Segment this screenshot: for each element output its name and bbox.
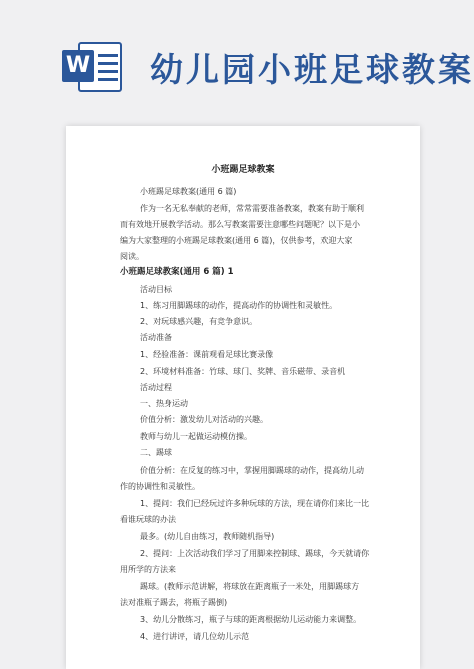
doc-line: 活动目标 xyxy=(140,285,172,294)
doc-line: 1、练习用脚踢球的动作，提高动作的协调性和灵敏性。 xyxy=(140,301,338,310)
word-document-icon xyxy=(62,38,124,96)
doc-line: 1、经验准备：课前观看足球比赛录像 xyxy=(140,350,274,359)
doc-line: 2、对玩球感兴趣，有竞争意识。 xyxy=(140,317,258,326)
doc-line: 活动过程 xyxy=(140,383,172,392)
doc-line: 小班踢足球教案(通用 6 篇) xyxy=(140,187,237,196)
doc-line: 用所学的方法来 xyxy=(120,565,176,574)
section-heading: 小班踢足球教案(通用 6 篇) 1 xyxy=(120,267,234,277)
doc-line: 二、踢球 xyxy=(140,448,172,457)
page-title: 幼儿园小班足球教案 xyxy=(150,50,474,89)
document-title: 小班踢足球教案 xyxy=(211,165,275,175)
doc-line: 一、热身运动 xyxy=(140,399,188,408)
doc-line: 价值分析：激发幼儿对活动的兴趣。 xyxy=(140,415,268,424)
doc-line: 活动准备 xyxy=(140,333,172,342)
doc-line: 1、提问：我们已经玩过许多种玩球的方法，现在请你们来比一比 xyxy=(140,499,370,508)
doc-line: 而有效地开展教学活动。那么写教案需要注意哪些问题呢？以下是小 xyxy=(120,220,360,229)
doc-line: 3、幼儿分散练习，瓶子与球的距离根据幼儿运动能力来调整。 xyxy=(140,615,362,624)
doc-line: 2、提问：上次活动我们学习了用脚来控制球、踢球，今天就请你 xyxy=(140,549,370,558)
doc-line: 阅读。 xyxy=(120,252,144,261)
document-page xyxy=(66,126,420,669)
doc-line: 作为一名无私奉献的老师，常常需要准备教案，教案有助于顺利 xyxy=(140,204,364,213)
doc-line: 最多。(幼儿自由练习，教师随机指导) xyxy=(140,532,275,541)
doc-line: 踢球。(教师示范讲解，将球放在距离瓶子一米处，用脚踢球方 xyxy=(140,582,360,591)
doc-line: 2、环境材料准备：竹球、球门、奖牌、音乐磁带、录音机 xyxy=(140,367,346,376)
header xyxy=(0,0,474,118)
doc-line: 法对准瓶子踢去，将瓶子踢倒) xyxy=(120,598,228,607)
doc-line: 4、进行讲评，请几位幼儿示范 xyxy=(140,632,250,641)
doc-line: 作的协调性和灵敏性。 xyxy=(120,482,200,491)
word-icon-letter: W xyxy=(62,50,94,82)
doc-line: 价值分析：在反复的练习中，掌握用脚踢球的动作，提高幼儿动 xyxy=(140,466,364,475)
doc-line: 编为大家整理的小班踢足球教案(通用 6 篇)，仅供参考，欢迎大家 xyxy=(120,236,353,245)
doc-line: 教师与幼儿一起做运动模仿操。 xyxy=(140,432,252,441)
doc-line: 看谁玩球的办法 xyxy=(120,515,176,524)
